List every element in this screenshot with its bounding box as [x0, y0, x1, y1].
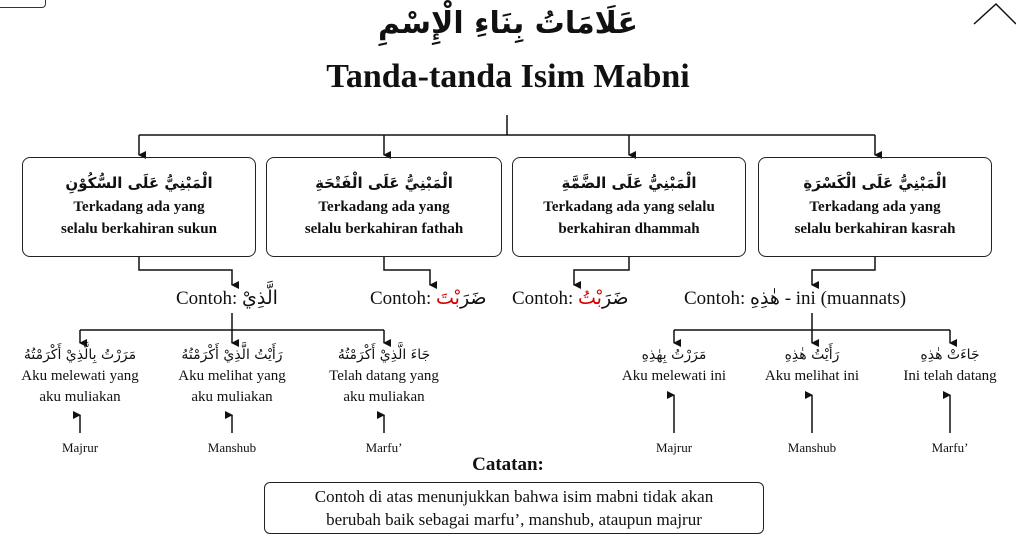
example-right-marfu: جَاءَتْ هٰذِهِ Ini telah datang — [903, 347, 997, 384]
category-box-sukun — [22, 157, 256, 257]
category-arabic: الْمَبْنِيُّ عَلَى الْفَتْحَةِ — [315, 174, 453, 192]
category-desc: Terkadang ada yang selalu berkahiran sukun — [61, 199, 217, 237]
category-arabic: الْمَبْنِيُّ عَلَى السُّكُوْنِ — [65, 174, 213, 192]
category-arabic: الْمَبْنِيُّ عَلَى الضَّمَّةِ — [561, 174, 697, 192]
case-label: Majrur — [61, 440, 99, 455]
category-box-dhammah — [512, 157, 746, 257]
case-label: Marfu’ — [365, 440, 403, 455]
case-label: Manshub — [787, 440, 837, 455]
example-right-majrur: مَرَرْتُ بِهٰذِهِ Aku melewati ini — [621, 347, 727, 384]
example-left-majrur: مَرَرْتُ بِالَّذِيْ أَكْرَمْتُهُ Aku melewati yang aku muliakan — [21, 347, 139, 405]
title-latin: Tanda-tanda Isim Mabni — [326, 58, 690, 95]
case-label: Marfu’ — [931, 440, 969, 455]
example-left-marfu: جَاءَ الَّذِيْ أَكْرَمْتُهُ Telah datang yang aku muliakan — [329, 347, 439, 405]
example-dhammah: Contoh: ضَرَبْتُ — [512, 287, 629, 309]
example-sukun: Contoh: الَّذِيْ — [176, 287, 278, 309]
case-label: Majrur — [655, 440, 693, 455]
case-label: Manshub — [207, 440, 257, 455]
category-desc: Terkadang ada yang selalu berkahiran kasrah — [794, 199, 956, 237]
category-box-fathah — [266, 157, 502, 257]
example-fathah: Contoh: ضَرَبْتَ — [370, 287, 487, 309]
example-left-manshub: رَأَيْتُ الَّذِيْ أَكْرَمْتُهُ Aku melihat yang aku muliakan — [178, 347, 286, 405]
example-kasrah: Contoh: هٰذِهِ - ini (muannats) — [684, 287, 907, 309]
note-title: Catatan: — [472, 454, 544, 475]
category-box-kasrah — [758, 157, 992, 257]
example-right-manshub: رَأَيْتُ هٰذِهِ Aku melihat ini — [764, 347, 860, 384]
note-box: Contoh di atas menunjukkan bahwa isim mabni tidak akan berubah baik sebagai marfu’, manshub, ataupun majrur — [264, 482, 764, 534]
category-desc: Terkadang ada yang selalu berkahiran dhammah — [543, 199, 715, 237]
category-desc: Terkadang ada yang selalu berkahiran fathah — [304, 199, 464, 237]
title-arabic: عَلَامَاتُ بِنَاءِ الْإِسْمِ — [378, 6, 638, 41]
category-arabic: الْمَبْنِيُّ عَلَى الْكَسْرَةِ — [803, 174, 947, 192]
